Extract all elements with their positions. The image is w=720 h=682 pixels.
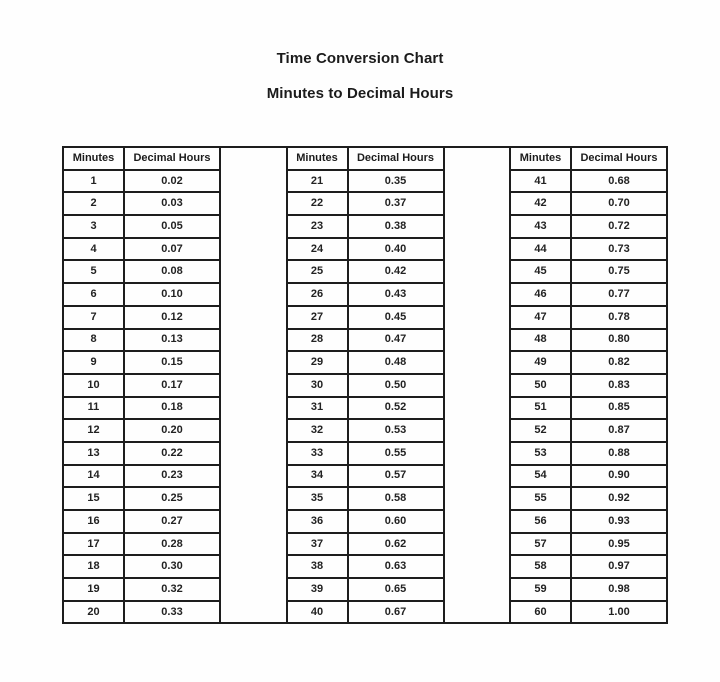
decimal-hours-cell: 0.62	[348, 533, 444, 556]
decimal-hours-cell: 0.45	[348, 306, 444, 329]
decimal-hours-cell: 0.35	[348, 170, 444, 193]
table-row	[510, 329, 667, 352]
table-row	[287, 192, 444, 215]
minutes-cell: 40	[287, 601, 348, 624]
decimal-hours-cell: 0.67	[348, 601, 444, 624]
decimal-hours-cell: 0.53	[348, 419, 444, 442]
table-row	[510, 192, 667, 215]
table-row	[63, 601, 220, 624]
minutes-cell: 14	[63, 465, 124, 488]
minutes-cell: 31	[287, 397, 348, 420]
minutes-cell: 2	[63, 192, 124, 215]
minutes-cell: 58	[510, 555, 571, 578]
decimal-hours-cell: 0.85	[571, 397, 667, 420]
decimal-hours-cell: 0.27	[124, 510, 220, 533]
table-row	[63, 306, 220, 329]
decimal-hours-cell: 0.57	[348, 465, 444, 488]
table-row	[63, 374, 220, 397]
table-row	[287, 170, 444, 193]
minutes-cell: 47	[510, 306, 571, 329]
table-row	[287, 351, 444, 374]
table-row	[287, 442, 444, 465]
decimal-hours-cell: 0.88	[571, 442, 667, 465]
decimal-hours-cell: 0.92	[571, 487, 667, 510]
decimal-hours-cell: 0.70	[571, 192, 667, 215]
minutes-cell: 10	[63, 374, 124, 397]
table-row	[63, 170, 220, 193]
table-row	[510, 533, 667, 556]
table-gap-spacer	[445, 146, 510, 624]
decimal-hours-cell: 0.63	[348, 555, 444, 578]
decimal-hours-cell: 0.05	[124, 215, 220, 238]
table-row	[287, 283, 444, 306]
minutes-cell: 60	[510, 601, 571, 624]
table-row	[63, 283, 220, 306]
table-row	[63, 578, 220, 601]
minutes-cell: 25	[287, 260, 348, 283]
decimal-hours-cell: 0.30	[124, 555, 220, 578]
decimal-hours-cell: 0.38	[348, 215, 444, 238]
minutes-cell: 22	[287, 192, 348, 215]
minutes-cell: 44	[510, 238, 571, 261]
document-title: Time Conversion Chart	[276, 50, 444, 67]
column-header-decimal-hours: Decimal Hours	[348, 147, 444, 170]
decimal-hours-cell: 0.50	[348, 374, 444, 397]
minutes-cell: 26	[287, 283, 348, 306]
table-row	[287, 578, 444, 601]
table-row	[287, 510, 444, 533]
decimal-hours-cell: 0.90	[571, 465, 667, 488]
conversion-table-minutes-21-40	[286, 146, 445, 624]
decimal-hours-cell: 0.52	[348, 397, 444, 420]
table-header-row	[63, 147, 220, 170]
decimal-hours-cell: 0.40	[348, 238, 444, 261]
table-row	[287, 601, 444, 624]
minutes-cell: 56	[510, 510, 571, 533]
decimal-hours-cell: 0.10	[124, 283, 220, 306]
minutes-cell: 11	[63, 397, 124, 420]
decimal-hours-cell: 0.65	[348, 578, 444, 601]
table-row	[510, 170, 667, 193]
table-row	[510, 374, 667, 397]
decimal-hours-cell: 0.78	[571, 306, 667, 329]
minutes-cell: 39	[287, 578, 348, 601]
decimal-hours-cell: 0.87	[571, 419, 667, 442]
table-gap-spacer	[221, 146, 286, 624]
minutes-cell: 35	[287, 487, 348, 510]
decimal-hours-cell: 0.37	[348, 192, 444, 215]
table-row	[510, 442, 667, 465]
table-row	[510, 601, 667, 624]
table-header-row	[287, 147, 444, 170]
minutes-cell: 3	[63, 215, 124, 238]
table-row	[287, 238, 444, 261]
minutes-cell: 34	[287, 465, 348, 488]
table-row	[510, 510, 667, 533]
minutes-cell: 6	[63, 283, 124, 306]
table-row	[510, 260, 667, 283]
column-header-decimal-hours: Decimal Hours	[571, 147, 667, 170]
column-header-minutes: Minutes	[63, 147, 124, 170]
table-row	[63, 419, 220, 442]
decimal-hours-cell: 0.72	[571, 215, 667, 238]
minutes-cell: 8	[63, 329, 124, 352]
table-row	[510, 487, 667, 510]
minutes-cell: 23	[287, 215, 348, 238]
minutes-cell: 5	[63, 260, 124, 283]
minutes-cell: 16	[63, 510, 124, 533]
decimal-hours-cell: 0.12	[124, 306, 220, 329]
minutes-cell: 19	[63, 578, 124, 601]
table-row	[287, 260, 444, 283]
decimal-hours-cell: 0.43	[348, 283, 444, 306]
table-row	[63, 555, 220, 578]
minutes-cell: 12	[63, 419, 124, 442]
minutes-cell: 13	[63, 442, 124, 465]
table-row	[287, 215, 444, 238]
minutes-cell: 57	[510, 533, 571, 556]
decimal-hours-cell: 0.55	[348, 442, 444, 465]
column-header-minutes: Minutes	[287, 147, 348, 170]
conversion-table-minutes-41-60	[509, 146, 668, 624]
conversion-table-minutes-1-20	[62, 146, 221, 624]
decimal-hours-cell: 0.02	[124, 170, 220, 193]
decimal-hours-cell: 0.42	[348, 260, 444, 283]
table-row	[510, 283, 667, 306]
table-row	[510, 555, 667, 578]
table-row	[287, 533, 444, 556]
decimal-hours-cell: 0.48	[348, 351, 444, 374]
table-row	[287, 487, 444, 510]
minutes-cell: 32	[287, 419, 348, 442]
decimal-hours-cell: 0.77	[571, 283, 667, 306]
minutes-cell: 29	[287, 351, 348, 374]
decimal-hours-cell: 0.80	[571, 329, 667, 352]
minutes-cell: 4	[63, 238, 124, 261]
minutes-cell: 38	[287, 555, 348, 578]
minutes-cell: 43	[510, 215, 571, 238]
table-row	[287, 555, 444, 578]
decimal-hours-cell: 0.23	[124, 465, 220, 488]
minutes-cell: 20	[63, 601, 124, 624]
table-row	[287, 306, 444, 329]
column-header-minutes: Minutes	[510, 147, 571, 170]
decimal-hours-cell: 1.00	[571, 601, 667, 624]
decimal-hours-cell: 0.25	[124, 487, 220, 510]
decimal-hours-cell: 0.28	[124, 533, 220, 556]
decimal-hours-cell: 0.95	[571, 533, 667, 556]
minutes-cell: 42	[510, 192, 571, 215]
decimal-hours-cell: 0.93	[571, 510, 667, 533]
minutes-cell: 46	[510, 283, 571, 306]
minutes-cell: 36	[287, 510, 348, 533]
table-row	[510, 465, 667, 488]
minutes-cell: 48	[510, 329, 571, 352]
table-row	[63, 351, 220, 374]
decimal-hours-cell: 0.75	[571, 260, 667, 283]
decimal-hours-cell: 0.82	[571, 351, 667, 374]
minutes-cell: 53	[510, 442, 571, 465]
decimal-hours-cell: 0.22	[124, 442, 220, 465]
minutes-cell: 45	[510, 260, 571, 283]
decimal-hours-cell: 0.13	[124, 329, 220, 352]
table-row	[287, 397, 444, 420]
minutes-cell: 55	[510, 487, 571, 510]
decimal-hours-cell: 0.15	[124, 351, 220, 374]
column-header-decimal-hours: Decimal Hours	[124, 147, 220, 170]
decimal-hours-cell: 0.97	[571, 555, 667, 578]
table-row	[63, 215, 220, 238]
minutes-cell: 49	[510, 351, 571, 374]
table-row	[510, 419, 667, 442]
minutes-cell: 51	[510, 397, 571, 420]
minutes-cell: 24	[287, 238, 348, 261]
table-row	[287, 465, 444, 488]
decimal-hours-cell: 0.08	[124, 260, 220, 283]
decimal-hours-cell: 0.20	[124, 419, 220, 442]
minutes-cell: 17	[63, 533, 124, 556]
conversion-tables-grid	[62, 146, 668, 624]
minutes-cell: 41	[510, 170, 571, 193]
minutes-cell: 9	[63, 351, 124, 374]
decimal-hours-cell: 0.58	[348, 487, 444, 510]
minutes-cell: 54	[510, 465, 571, 488]
minutes-cell: 1	[63, 170, 124, 193]
table-row	[63, 329, 220, 352]
decimal-hours-cell: 0.60	[348, 510, 444, 533]
table-row	[510, 306, 667, 329]
table-row	[510, 397, 667, 420]
minutes-cell: 30	[287, 374, 348, 397]
table-row	[63, 260, 220, 283]
minutes-cell: 15	[63, 487, 124, 510]
table-row	[510, 351, 667, 374]
table-row	[510, 578, 667, 601]
decimal-hours-cell: 0.17	[124, 374, 220, 397]
minutes-cell: 59	[510, 578, 571, 601]
table-row	[63, 238, 220, 261]
table-row	[287, 419, 444, 442]
decimal-hours-cell: 0.03	[124, 192, 220, 215]
table-row	[63, 442, 220, 465]
decimal-hours-cell: 0.18	[124, 397, 220, 420]
minutes-cell: 28	[287, 329, 348, 352]
decimal-hours-cell: 0.32	[124, 578, 220, 601]
minutes-cell: 27	[287, 306, 348, 329]
table-row	[63, 510, 220, 533]
document-subtitle: Minutes to Decimal Hours	[266, 85, 454, 102]
minutes-cell: 33	[287, 442, 348, 465]
decimal-hours-cell: 0.73	[571, 238, 667, 261]
minutes-cell: 21	[287, 170, 348, 193]
decimal-hours-cell: 0.68	[571, 170, 667, 193]
table-row	[63, 465, 220, 488]
table-row	[287, 374, 444, 397]
table-row	[63, 533, 220, 556]
minutes-cell: 50	[510, 374, 571, 397]
table-header-row	[510, 147, 667, 170]
table-row	[287, 329, 444, 352]
minutes-cell: 18	[63, 555, 124, 578]
minutes-cell: 52	[510, 419, 571, 442]
decimal-hours-cell: 0.47	[348, 329, 444, 352]
decimal-hours-cell: 0.98	[571, 578, 667, 601]
decimal-hours-cell: 0.83	[571, 374, 667, 397]
table-row	[63, 192, 220, 215]
table-row	[63, 397, 220, 420]
minutes-cell: 37	[287, 533, 348, 556]
decimal-hours-cell: 0.07	[124, 238, 220, 261]
minutes-cell: 7	[63, 306, 124, 329]
table-row	[510, 215, 667, 238]
table-row	[63, 487, 220, 510]
decimal-hours-cell: 0.33	[124, 601, 220, 624]
table-row	[510, 238, 667, 261]
